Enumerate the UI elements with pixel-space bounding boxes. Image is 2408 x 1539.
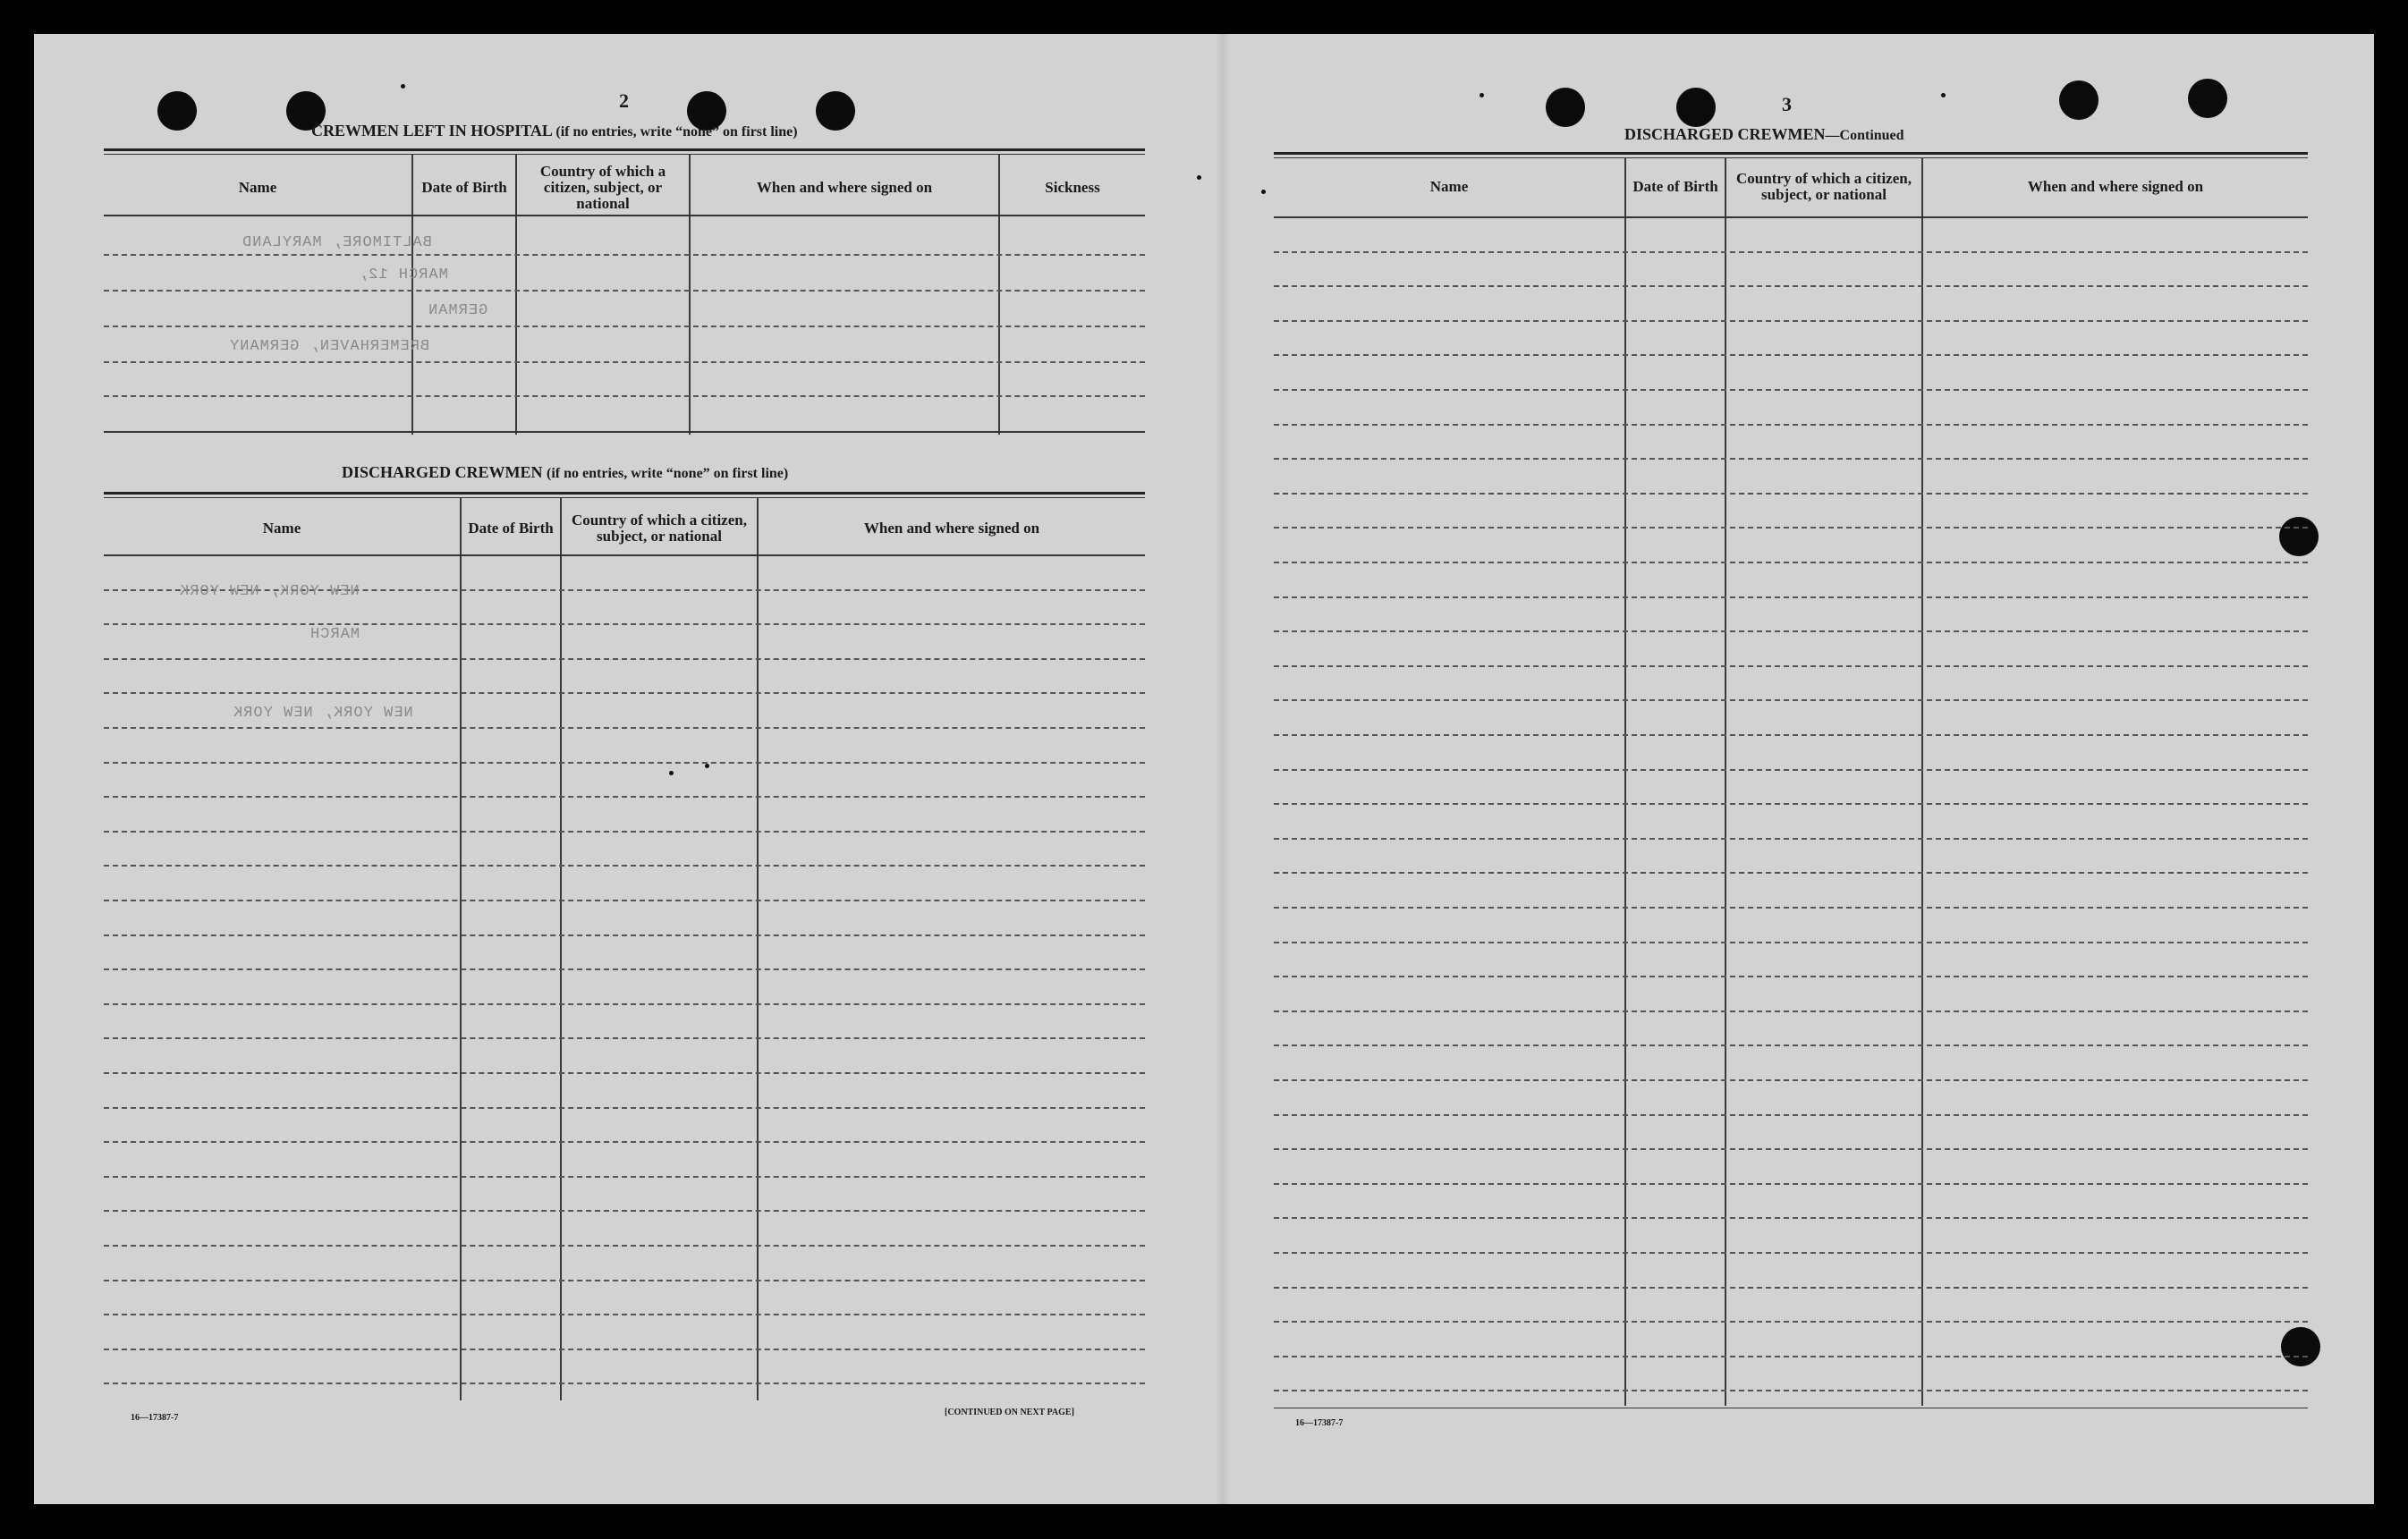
punch-hole [2059,80,2099,120]
table-row [104,326,1145,327]
table-row [1274,838,2308,840]
table-row [1274,665,2308,667]
bleed-through-text: GERMAN [428,302,488,319]
col-header-country: Country of which a citizen, subject, or national [572,512,747,545]
col-header-name: Name [262,520,301,537]
table-row [104,1210,1145,1212]
table-row [104,361,1145,363]
table-row [1274,1010,2308,1012]
table-row [104,658,1145,660]
table-row [104,934,1145,936]
table-row [104,1107,1145,1109]
table-row [104,395,1145,397]
table-row [104,1037,1145,1039]
column-divider [460,497,462,1400]
header-rule [104,554,1145,556]
column-divider [411,154,413,435]
table-row [1274,562,2308,563]
table-row [1274,1252,2308,1254]
table-row [104,762,1145,764]
column-divider [689,154,691,435]
form-number: 16—17387-7 [1295,1418,1344,1428]
col-header-name: Name [1429,178,1469,195]
table-row [104,254,1145,256]
col-header-dob: Date of Birth [421,179,507,196]
bleed-through-text: NEW YORK, NEW YORK [179,583,360,600]
table-row [104,1003,1145,1005]
discharged-table-left [104,497,1145,1400]
column-divider [560,497,562,1400]
table-row [1274,1079,2308,1081]
col-header-country: Country of which a citizen, subject, or national [1736,170,1912,203]
table-bottom [104,431,1145,433]
table-row [104,1176,1145,1178]
table-row [104,727,1145,729]
col-header-dob: Date of Birth [468,520,554,537]
bleed-through-text: BREMERHAVEN, GERMANY [229,338,430,355]
table-row [1274,1044,2308,1046]
bleed-through-text: NEW YORK, NEW YORK [233,705,413,722]
table-row [1274,872,2308,874]
table-row [1274,1287,2308,1289]
col-header-signed-on: When and where signed on [756,179,933,196]
discharged-section-title: DISCHARGED CREWMEN (if no entries, write “none” on first line) [342,463,789,481]
ink-speck [1480,93,1484,97]
bleed-through-text: MARCH 12, [358,266,448,283]
punch-hole [1676,88,1716,127]
table-row [1274,976,2308,977]
table-row [1274,251,2308,253]
col-header-country: Country of which a citizen, subject, or national [539,163,666,212]
center-fold [1217,34,1229,1504]
table-row [1274,320,2308,322]
punch-hole [157,91,197,131]
table-row [1274,1356,2308,1357]
header-rule [1274,216,2308,218]
page-number: 3 [1782,93,1792,115]
table-row [1274,1217,2308,1219]
column-divider [998,154,1000,435]
bleed-through-text: BALTIMORE, MARYLAND [242,234,432,251]
table-row [104,831,1145,833]
table-row [1274,630,2308,632]
table-row [104,692,1145,694]
ink-speck [1941,93,1946,97]
table-row [104,900,1145,901]
table-row [1274,1114,2308,1116]
table-row [104,1245,1145,1247]
discharged-continued-title: DISCHARGED CREWMEN—Continued [1624,125,1904,143]
table-row [1274,285,2308,287]
table-row [104,1280,1145,1281]
punch-hole [816,91,855,131]
table-row [1274,803,2308,805]
hospital-section-title: CREWMEN LEFT IN HOSPITAL (if no entries, write “none” on first line) [311,122,798,140]
table-row [1274,1390,2308,1391]
form-number: 16—17387-7 [131,1413,179,1423]
table-row [1274,527,2308,529]
col-header-sickness: Sickness [1045,179,1100,196]
table-row [1274,699,2308,701]
hospital-table [104,154,1145,435]
table-row [1274,354,2308,356]
table-row [1274,769,2308,771]
table-row [1274,424,2308,426]
ink-speck [401,84,405,89]
col-header-dob: Date of Birth [1632,178,1718,195]
table-row [1274,493,2308,495]
table-row [104,1314,1145,1315]
column-divider [757,497,759,1400]
table-row [104,796,1145,798]
table-row [104,1141,1145,1143]
table-row [1274,907,2308,909]
punch-hole [2188,79,2227,118]
table-row [1274,458,2308,460]
col-header-signed-on: When and where signed on [863,520,1040,537]
continued-note: [CONTINUED ON NEXT PAGE] [945,1408,1074,1417]
table-row [1274,942,2308,943]
ink-speck [1261,190,1266,194]
table-row [1274,596,2308,598]
section-rule [1274,152,2308,155]
table-row [104,1383,1145,1384]
table-row [104,968,1145,970]
ink-speck [1197,175,1201,180]
discharged-table-right [1274,157,2308,1406]
section-rule [104,148,1145,151]
table-row [104,1349,1145,1350]
punch-hole [1546,88,1585,127]
table-row [104,290,1145,292]
table-row [1274,734,2308,736]
table-row [1274,1321,2308,1323]
bleed-through-text: MARCH [309,626,360,643]
table-row [104,623,1145,625]
table-row [1274,389,2308,391]
table-row [104,865,1145,867]
section-rule [104,492,1145,495]
table-row [1274,1183,2308,1185]
table-row [104,1072,1145,1074]
table-row [1274,1148,2308,1150]
col-header-name: Name [238,179,277,196]
header-rule [104,215,1145,216]
column-divider [515,154,517,435]
col-header-signed-on: When and where signed on [2027,178,2204,195]
page-number: 2 [619,89,629,112]
